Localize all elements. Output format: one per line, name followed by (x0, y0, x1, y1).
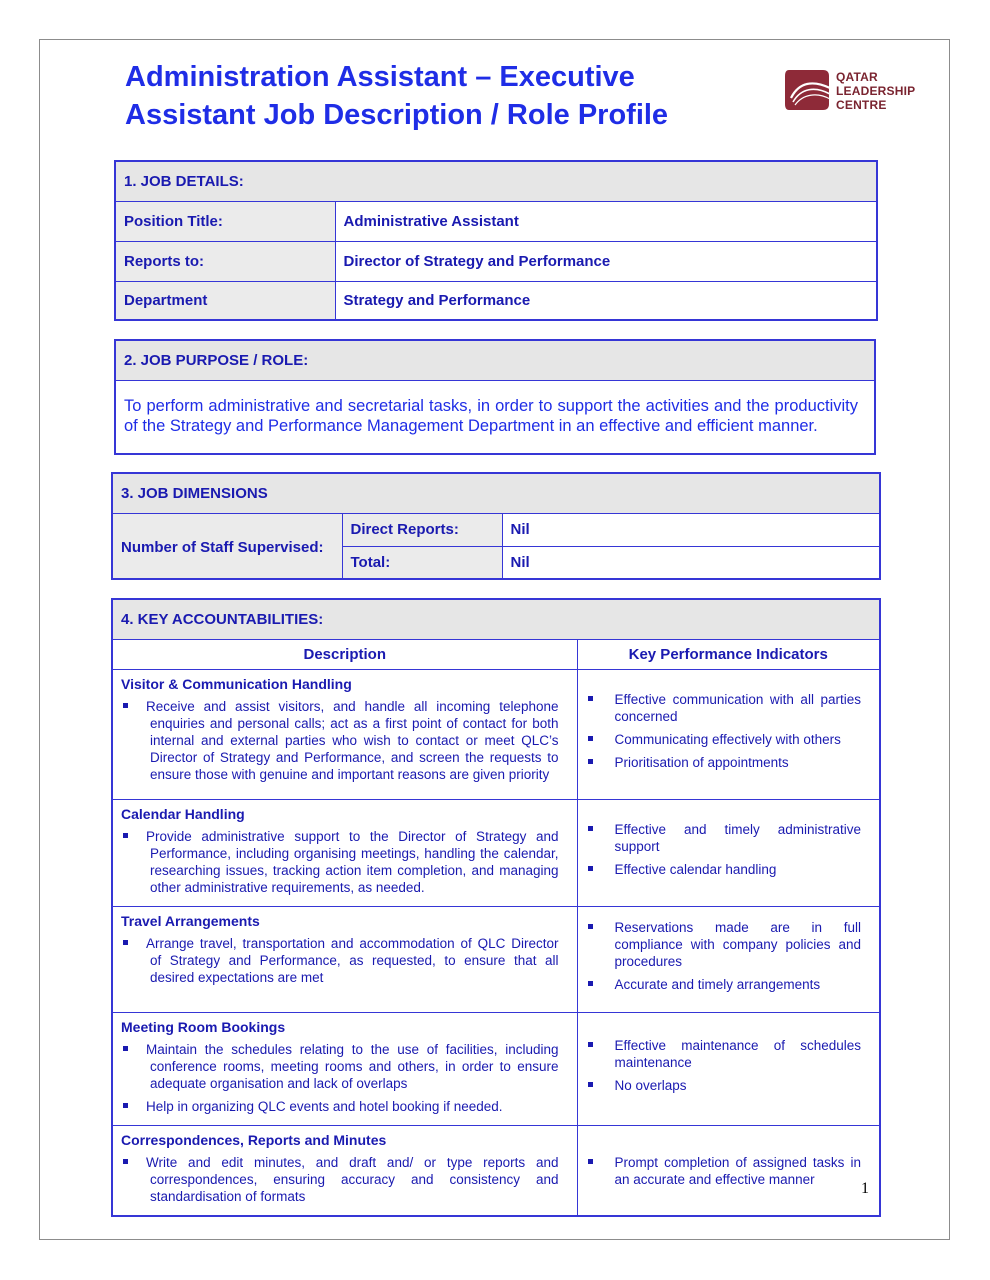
direct-reports-label: Direct Reports: (342, 513, 502, 546)
accountability-description (112, 1125, 577, 1216)
accountability-description (112, 906, 577, 1012)
accountability-title: Travel Arrangements (121, 912, 260, 929)
kpi-list (586, 691, 862, 771)
accountability-list (121, 828, 559, 896)
accountability-title: Calendar Handling (121, 805, 245, 822)
accountability-kpis (577, 799, 880, 906)
page-title (125, 58, 765, 134)
kpi-column-header: Key Performance Indicators (577, 639, 880, 669)
kpi-list (586, 821, 862, 878)
list-item: Reservations made are in full compliance with company policies and procedures (586, 919, 862, 970)
qlc-logo (783, 68, 943, 112)
accountability-list (121, 1041, 559, 1115)
list-item: Receive and assist visitors, and handle all incoming telephone enquiries and personal calls; act as a first point of contact for both internal and external parties who wish to contact or meet QLC’s Director of Strategy and Performance, and screen the requests to ensure those with genuine and important reasons are given priority (121, 698, 559, 783)
job-details-heading: 1. JOB DETAILS: (115, 161, 877, 201)
table-row (115, 281, 877, 320)
staff-supervised-label: Number of Staff Supervised: (112, 513, 342, 579)
total-label: Total: (342, 546, 502, 579)
list-item: Help in organizing QLC events and hotel booking if needed. (121, 1098, 559, 1115)
list-item: Effective calendar handling (586, 861, 862, 878)
description-column-header: Description (112, 639, 577, 669)
reports-to-label: Reports to: (115, 241, 335, 281)
accountability-title: Visitor & Communication Handling (121, 675, 352, 692)
job-dimensions-table (111, 472, 881, 580)
accountability-description (112, 799, 577, 906)
job-purpose-table (114, 339, 876, 455)
accountability-kpis (577, 906, 880, 1012)
reports-to-value: Director of Strategy and Performance (335, 241, 877, 281)
table-row (112, 1125, 880, 1216)
accountability-kpis (577, 1125, 880, 1216)
list-item: Accurate and timely arrangements (586, 976, 862, 993)
list-item: Maintain the schedules relating to the use of facilities, including conference rooms, meeting rooms and others, in order to ensure adequate organisation and lack of overlaps (121, 1041, 559, 1092)
total-value: Nil (502, 546, 880, 579)
logo-line-1: QATAR (836, 70, 878, 84)
list-item: Effective communication with all parties concerned (586, 691, 862, 725)
logo-line-2: LEADERSHIP (836, 84, 916, 98)
list-item: Effective maintenance of schedules maintenance (586, 1037, 862, 1071)
table-row (115, 201, 877, 241)
table-row (115, 241, 877, 281)
direct-reports-value: Nil (502, 513, 880, 546)
table-row (112, 1012, 880, 1125)
accountability-kpis (577, 1012, 880, 1125)
job-purpose-heading: 2. JOB PURPOSE / ROLE: (115, 340, 875, 380)
list-item: Prioritisation of appointments (586, 754, 862, 771)
qlc-logo-mark-icon (783, 68, 833, 112)
department-label: Department (115, 281, 335, 320)
page-number: 1 (861, 1180, 869, 1197)
accountability-list (121, 935, 559, 986)
accountability-description (112, 669, 577, 799)
list-item: Prompt completion of assigned tasks in an accurate and effective manner (586, 1154, 862, 1188)
accountability-title: Correspondences, Reports and Minutes (121, 1131, 387, 1148)
table-row (112, 906, 880, 1012)
list-item: Communicating effectively with others (586, 731, 862, 748)
key-accountabilities-table (111, 598, 881, 1217)
table-row (112, 669, 880, 799)
accountability-title: Meeting Room Bookings (121, 1018, 286, 1035)
kpi-list (586, 1154, 862, 1188)
table-row (112, 799, 880, 906)
job-dimensions-heading: 3. JOB DIMENSIONS (112, 473, 880, 513)
kpi-list (586, 1037, 862, 1094)
kpi-list (586, 919, 862, 993)
list-item: Write and edit minutes, and draft and/ or type reports and correspondences, ensuring accuracy and consistency and standardisation of formats (121, 1154, 559, 1205)
title-line-1: Administration Assistant – Executive (125, 61, 635, 93)
accountability-list (121, 698, 559, 783)
list-item: Effective and timely administrative support (586, 821, 862, 855)
accountability-list (121, 1154, 559, 1205)
department-value: Strategy and Performance (335, 281, 877, 320)
accountability-description (112, 1012, 577, 1125)
position-title-value: Administrative Assistant (335, 201, 877, 241)
key-accountabilities-heading: 4. KEY ACCOUNTABILITIES: (112, 599, 880, 639)
position-title-label: Position Title: (115, 201, 335, 241)
title-line-2: Assistant Job Description / Role Profile (125, 99, 669, 131)
accountability-kpis (577, 669, 880, 799)
list-item: Arrange travel, transportation and accommodation of QLC Director of Strategy and Performance, as requested, to ensure that all desired expectations are met (121, 935, 559, 986)
job-purpose-text: To perform administrative and secretarial tasks, in order to support the activities and the productivity of the Strategy and Performance Management Department in an effective and efficient manner. (115, 380, 875, 454)
job-details-table (114, 160, 878, 321)
logo-line-3: CENTRE (836, 98, 887, 112)
logo-text (836, 70, 915, 112)
list-item: Provide administrative support to the Director of Strategy and Performance, including organising meetings, handling the calendar, researching issues, tracking action item completion, and managing other administrative requirements, as needed. (121, 828, 559, 896)
list-item: No overlaps (586, 1077, 862, 1094)
